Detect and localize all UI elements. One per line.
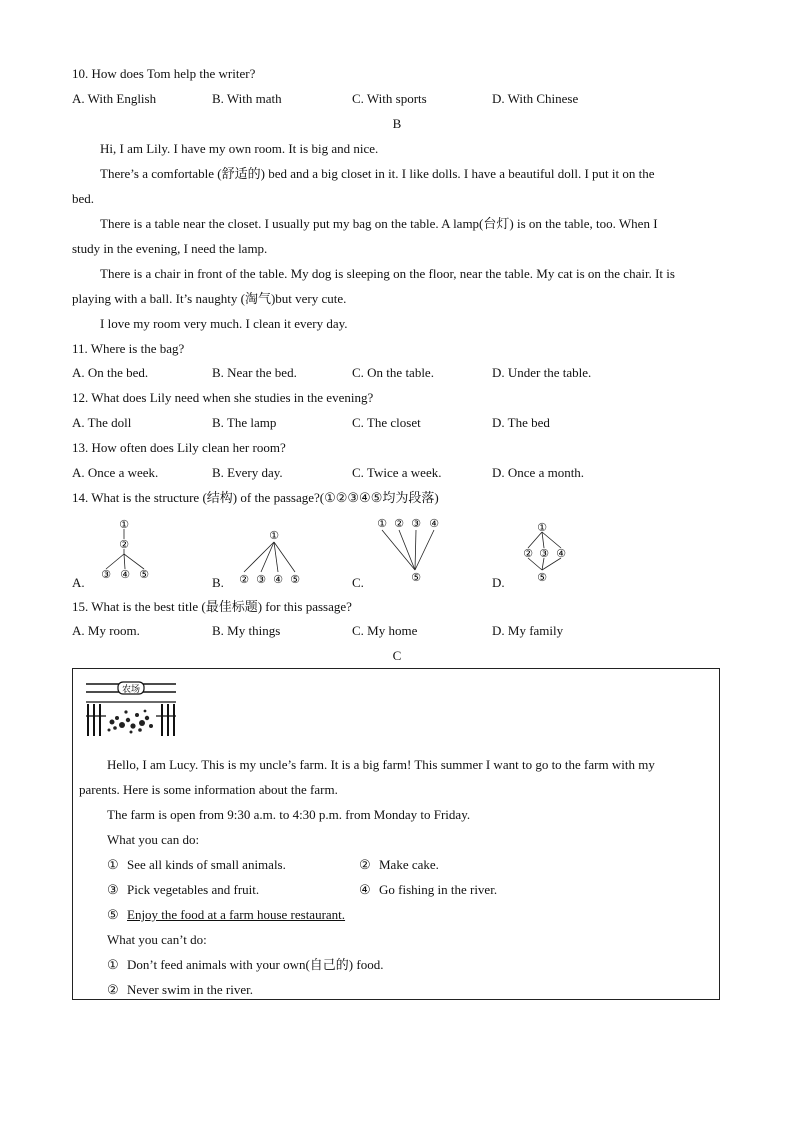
can-do-heading: What you can do: xyxy=(107,832,200,847)
diagram-circle: ③ xyxy=(539,547,549,560)
diagram-circle: ② xyxy=(119,538,129,551)
item-text: Never swim in the river. xyxy=(127,982,253,997)
diagram-circle: ④ xyxy=(120,568,130,581)
can-do-item xyxy=(107,907,345,923)
can-do-item xyxy=(359,857,439,873)
can-do-item xyxy=(107,882,259,898)
passage-b-paragraph: There’s a comfortable (舒适的) bed and a big closet in it. I like dolls. I have a beautiful doll. I put it on the xyxy=(100,166,655,181)
item-text: Pick vegetables and fruit. xyxy=(127,882,260,897)
structure-diagram-b xyxy=(232,526,308,586)
q12-option-b: B. The lamp xyxy=(212,415,277,430)
diagram-circle: ③ xyxy=(411,517,421,530)
q13-option-d: D. Once a month. xyxy=(492,465,585,480)
q10-option-b: B. With math xyxy=(212,91,282,106)
item-text: Go fishing in the river. xyxy=(379,882,498,897)
q10-option-a: A. With English xyxy=(72,91,157,106)
diagram-circle: ④ xyxy=(429,517,439,530)
passage-b-paragraph: study in the evening, I need the lamp. xyxy=(72,241,268,256)
diagram-circle: ② xyxy=(239,573,249,586)
diagram-circle: ② xyxy=(394,517,404,530)
q12-option-c: C. The closet xyxy=(352,415,421,430)
can-do-item xyxy=(107,857,286,873)
passage-c-intro: Hello, I am Lucy. This is my uncle’s farm. It is a big farm! This summer I want to go to the farm with my xyxy=(107,757,655,772)
diagram-circle: ④ xyxy=(556,547,566,560)
farm-sign-image xyxy=(84,680,180,738)
diagram-circle: ⑤ xyxy=(139,568,149,581)
section-b-heading: B xyxy=(392,116,402,131)
diagram-circle: ③ xyxy=(101,568,111,581)
item-text: Enjoy the food at a farm house restaurant. xyxy=(127,907,346,922)
q11-option-a: A. On the bed. xyxy=(72,365,149,380)
q13-option-b: B. Every day. xyxy=(212,465,283,480)
q14-option-b-label: B. xyxy=(212,575,224,590)
question-10: 10. How does Tom help the writer? xyxy=(72,66,256,81)
passage-b-paragraph: Hi, I am Lily. I have my own room. It is big and nice. xyxy=(100,141,379,156)
diagram-circle: ① xyxy=(537,521,547,534)
q10-option-c: C. With sports xyxy=(352,91,427,106)
diagram-circle: ⑤ xyxy=(290,573,300,586)
item-number: ③ xyxy=(107,882,119,897)
diagram-circle: ① xyxy=(269,529,279,542)
structure-diagram-c xyxy=(370,514,450,584)
item-number: ① xyxy=(107,957,119,972)
item-number: ② xyxy=(359,857,371,872)
cant-do-item xyxy=(107,982,253,998)
question-13: 13. How often does Lily clean her room? xyxy=(72,440,286,455)
diagram-circle: ④ xyxy=(273,573,283,586)
item-number: ④ xyxy=(359,882,371,897)
question-11: 11. Where is the bag? xyxy=(72,341,185,356)
passage-c-intro: parents. Here is some information about the farm. xyxy=(79,782,338,797)
cant-do-item xyxy=(107,957,383,973)
diagram-circle: ⑤ xyxy=(537,571,547,584)
passage-b-paragraph: I love my room very much. I clean it every day. xyxy=(100,316,348,331)
q14-option-c-label: C. xyxy=(352,575,364,590)
question-14: 14. What is the structure (结构) of the passage?(①②③④⑤均为段落) xyxy=(72,490,439,505)
item-number: ⑤ xyxy=(107,907,119,922)
passage-b-paragraph: There is a chair in front of the table. My dog is sleeping on the floor, near the table. My cat is on the chair. It is xyxy=(100,266,675,281)
q11-option-c: C. On the table. xyxy=(352,365,434,380)
passage-b-paragraph: bed. xyxy=(72,191,95,206)
q15-option-d: D. My family xyxy=(492,623,564,638)
farm-hours: The farm is open from 9:30 a.m. to 4:30 p.m. from Monday to Friday. xyxy=(107,807,471,822)
item-number: ② xyxy=(107,982,119,997)
item-text: Don’t feed animals with your own(自己的) food. xyxy=(127,957,384,972)
q13-option-a: A. Once a week. xyxy=(72,465,159,480)
q12-option-d: D. The bed xyxy=(492,415,550,430)
diagram-circle: ② xyxy=(523,547,533,560)
item-text: See all kinds of small animals. xyxy=(127,857,286,872)
structure-diagram-d xyxy=(518,518,572,584)
q10-option-d: D. With Chinese xyxy=(492,91,579,106)
can-do-item xyxy=(359,882,497,898)
q11-option-d: D. Under the table. xyxy=(492,365,592,380)
passage-b-paragraph: There is a table near the closet. I usually put my bag on the table. A lamp(台灯) is on the table, too. When I xyxy=(100,216,658,231)
diagram-circle: ⑤ xyxy=(411,571,421,584)
question-15: 15. What is the best title (最佳标题) for this passage? xyxy=(72,599,352,614)
q14-option-d-label: D. xyxy=(492,575,505,590)
question-12: 12. What does Lily need when she studies in the evening? xyxy=(72,390,374,405)
passage-b-paragraph: playing with a ball. It’s naughty (淘气)but very cute. xyxy=(72,291,347,306)
item-text: Make cake. xyxy=(379,857,439,872)
q14-option-a-label: A. xyxy=(72,575,85,590)
diagram-circle: ③ xyxy=(256,573,266,586)
q15-option-b: B. My things xyxy=(212,623,281,638)
q13-option-c: C. Twice a week. xyxy=(352,465,442,480)
q11-option-b: B. Near the bed. xyxy=(212,365,297,380)
q12-option-a: A. The doll xyxy=(72,415,132,430)
diagram-circle: ① xyxy=(119,518,129,531)
q15-option-a: A. My room. xyxy=(72,623,140,638)
structure-diagram-a xyxy=(94,516,158,582)
q15-option-c: C. My home xyxy=(352,623,418,638)
cant-do-heading: What you can’t do: xyxy=(107,932,207,947)
diagram-circle: ① xyxy=(377,517,387,530)
item-number: ① xyxy=(107,857,119,872)
farm-sign-label: 农场 xyxy=(121,685,141,695)
section-c-heading: C xyxy=(392,648,402,663)
